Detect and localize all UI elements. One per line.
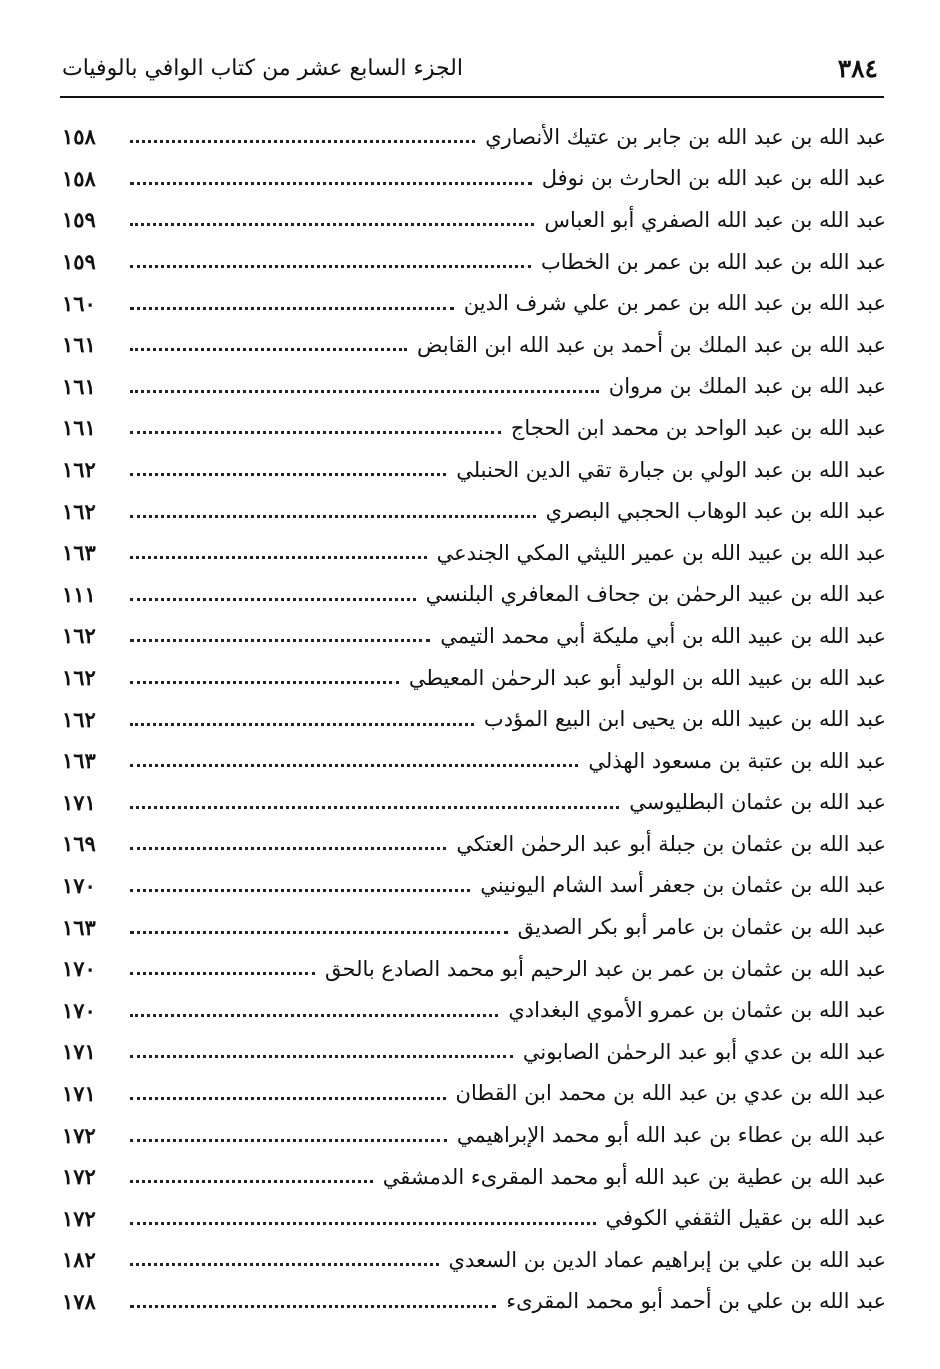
entry-page-number: ١٧٢ <box>62 1122 96 1148</box>
index-entry <box>62 865 886 907</box>
entry-name: عبد الله بن عبد الله بن عمر بن علي شرف الدين <box>463 291 886 316</box>
dot-leader <box>130 1139 447 1142</box>
dot-leader <box>130 515 536 518</box>
index-entry-list <box>62 116 886 1322</box>
entry-page-number: ١٧٠ <box>62 872 96 898</box>
dot-leader <box>130 1180 373 1183</box>
index-entry <box>62 1281 886 1323</box>
entry-page-number: ١٦٢ <box>62 665 96 691</box>
index-entry <box>62 1114 886 1156</box>
dot-leader <box>130 847 446 850</box>
dot-leader <box>130 390 599 393</box>
dot-leader <box>130 265 531 268</box>
entry-page-number: ١٦٢ <box>62 457 96 483</box>
entry-name: عبد الله بن عبد الله الصفري أبو العباس <box>544 207 886 232</box>
dot-leader <box>130 1222 596 1225</box>
entry-page-number: ١٧٢ <box>62 1205 96 1231</box>
dot-leader <box>130 223 534 226</box>
index-entry <box>62 1239 886 1281</box>
entry-page-number: ١٧١ <box>62 789 96 815</box>
running-title: الجزء السابع عشر من كتاب الوافي بالوفيات <box>62 55 463 81</box>
entry-page-number: ١٧٠ <box>62 956 96 982</box>
index-entry <box>62 324 886 366</box>
entry-page-number: ١٧٨ <box>62 1288 96 1314</box>
index-entry <box>62 532 886 574</box>
entry-name: عبد الله بن عدي بن عبد الله بن محمد ابن القطان <box>455 1081 886 1106</box>
entry-page-number: ١٥٩ <box>62 249 96 275</box>
dot-leader <box>130 473 446 476</box>
entry-name: عبد الله بن عبد الله بن جابر بن عتيك الأنصاري <box>485 124 886 149</box>
entry-page-number: ١٦١ <box>62 415 96 441</box>
index-entry <box>62 823 886 865</box>
entry-page-number: ١٨٢ <box>62 1247 96 1273</box>
index-entry <box>62 282 886 324</box>
entry-page-number: ١٦٩ <box>62 831 96 857</box>
dot-leader <box>130 764 578 767</box>
dot-leader <box>130 806 619 809</box>
index-entry <box>62 407 886 449</box>
entry-name: عبد الله بن عبيد الرحمٰن بن جحاف المعافري البلنسي <box>425 582 886 607</box>
entry-page-number: ١٦٣ <box>62 540 96 566</box>
entry-name: عبد الله بن علي بن أحمد أبو محمد المقرىء <box>506 1289 886 1314</box>
index-entry <box>62 906 886 948</box>
entry-name: عبد الله بن عثمان بن جبلة أبو عبد الرحمٰن العتكي <box>456 831 886 856</box>
dot-leader <box>130 639 430 642</box>
entry-page-number: ١٦٢ <box>62 706 96 732</box>
entry-name: عبد الله بن عبد الولي بن جبارة تقي الدين الحنبلي <box>456 457 886 482</box>
entry-name: عبد الله بن عبد الملك بن مروان <box>608 374 886 399</box>
entry-page-number: ١١١ <box>62 581 96 607</box>
entry-page-number: ١٦٣ <box>62 748 96 774</box>
entry-name: عبد الله بن عبد الله بن عمر بن الخطاب <box>540 249 886 274</box>
dot-leader <box>130 1097 446 1100</box>
index-entry <box>62 989 886 1031</box>
entry-name: عبد الله بن عطية بن عبد الله أبو محمد المقرىء الدمشقي <box>382 1164 886 1189</box>
dot-leader <box>130 348 407 351</box>
index-entry <box>62 1156 886 1198</box>
dot-leader <box>130 307 454 310</box>
entry-name: عبد الله بن عبيد الله بن عمير الليثي المكي الجندعي <box>436 540 886 565</box>
entry-name: عبد الله بن عبد الوهاب الحجبي البصري <box>545 499 886 524</box>
entry-name: عبد الله بن عبد الملك بن أحمد بن عبد الله ابن القابض <box>417 332 886 357</box>
entry-name: عبد الله بن عبد الواحد بن محمد ابن الحجاج <box>510 415 886 440</box>
index-entry <box>62 449 886 491</box>
entry-page-number: ١٥٩ <box>62 207 96 233</box>
index-entry <box>62 615 886 657</box>
entry-page-number: ١٧٢ <box>62 1164 96 1190</box>
index-entry <box>62 657 886 699</box>
index-entry <box>62 740 886 782</box>
entry-page-number: ١٧٠ <box>62 997 96 1023</box>
index-entry <box>62 698 886 740</box>
index-entry <box>62 490 886 532</box>
entry-name: عبد الله بن عثمان البطليوسي <box>629 790 886 815</box>
entry-name: عبد الله بن عثمان بن جعفر أسد الشام اليونيني <box>480 873 886 898</box>
dot-leader <box>130 431 501 434</box>
index-entry <box>62 1031 886 1073</box>
index-entry <box>62 1197 886 1239</box>
entry-name: عبد الله بن عبيد الله بن الوليد أبو عبد الرحمٰن المعيطي <box>408 665 886 690</box>
entry-page-number: ١٦٢ <box>62 623 96 649</box>
dot-leader <box>130 723 474 726</box>
entry-page-number: ١٦٠ <box>62 290 96 316</box>
entry-page-number: ١٦١ <box>62 332 96 358</box>
index-entry <box>62 241 886 283</box>
dot-leader <box>130 1305 496 1308</box>
entry-name: عبد الله بن عقيل الثقفي الكوفي <box>605 1206 886 1231</box>
index-entry <box>62 1073 886 1115</box>
entry-name: عبد الله بن عثمان بن عمر بن عبد الرحيم أبو محمد الصادع بالحق <box>325 956 886 981</box>
dot-leader <box>130 1055 513 1058</box>
entry-name: عبد الله بن عتبة بن مسعود الهذلي <box>588 748 886 773</box>
entry-page-number: ١٥٨ <box>62 165 96 191</box>
index-entry <box>62 199 886 241</box>
index-entry <box>62 158 886 200</box>
index-entry <box>62 782 886 824</box>
index-entry <box>62 366 886 408</box>
page-number: ٣٨٤ <box>837 53 878 83</box>
entry-name: عبد الله بن عبيد الله بن يحيى ابن البيع المؤدب <box>483 707 886 732</box>
dot-leader <box>130 182 532 185</box>
dot-leader <box>130 931 508 934</box>
page-header <box>62 44 878 92</box>
index-entry <box>62 116 886 158</box>
entry-name: عبد الله بن عثمان بن عمرو الأموي البغدادي <box>508 998 886 1023</box>
entry-name: عبد الله بن عدي أبو عبد الرحمٰن الصابوني <box>522 1039 886 1064</box>
dot-leader <box>130 681 399 684</box>
entry-page-number: ١٦٣ <box>62 914 96 940</box>
dot-leader <box>130 1014 498 1017</box>
entry-name: عبد الله بن عطاء بن عبد الله أبو محمد الإبراهيمي <box>456 1123 886 1148</box>
dot-leader <box>130 889 470 892</box>
entry-name: عبد الله بن عبيد الله بن أبي مليكة أبي محمد التيمي <box>440 623 886 648</box>
dot-leader <box>130 1263 439 1266</box>
index-entry <box>62 948 886 990</box>
dot-leader <box>130 140 475 143</box>
entry-page-number: ١٦٢ <box>62 498 96 524</box>
dot-leader <box>130 972 315 975</box>
dot-leader <box>130 556 427 559</box>
entry-page-number: ١٦١ <box>62 373 96 399</box>
entry-name: عبد الله بن عبد الله بن الحارث بن نوفل <box>541 166 886 191</box>
dot-leader <box>130 598 416 601</box>
entry-name: عبد الله بن عثمان بن عامر أبو بكر الصديق <box>517 915 886 940</box>
index-entry <box>62 574 886 616</box>
entry-page-number: ١٥٨ <box>62 124 96 150</box>
entry-page-number: ١٧١ <box>62 1080 96 1106</box>
entry-page-number: ١٧١ <box>62 1039 96 1065</box>
header-rule <box>60 96 884 98</box>
entry-name: عبد الله بن علي بن إبراهيم عماد الدين بن السعدي <box>448 1247 886 1272</box>
